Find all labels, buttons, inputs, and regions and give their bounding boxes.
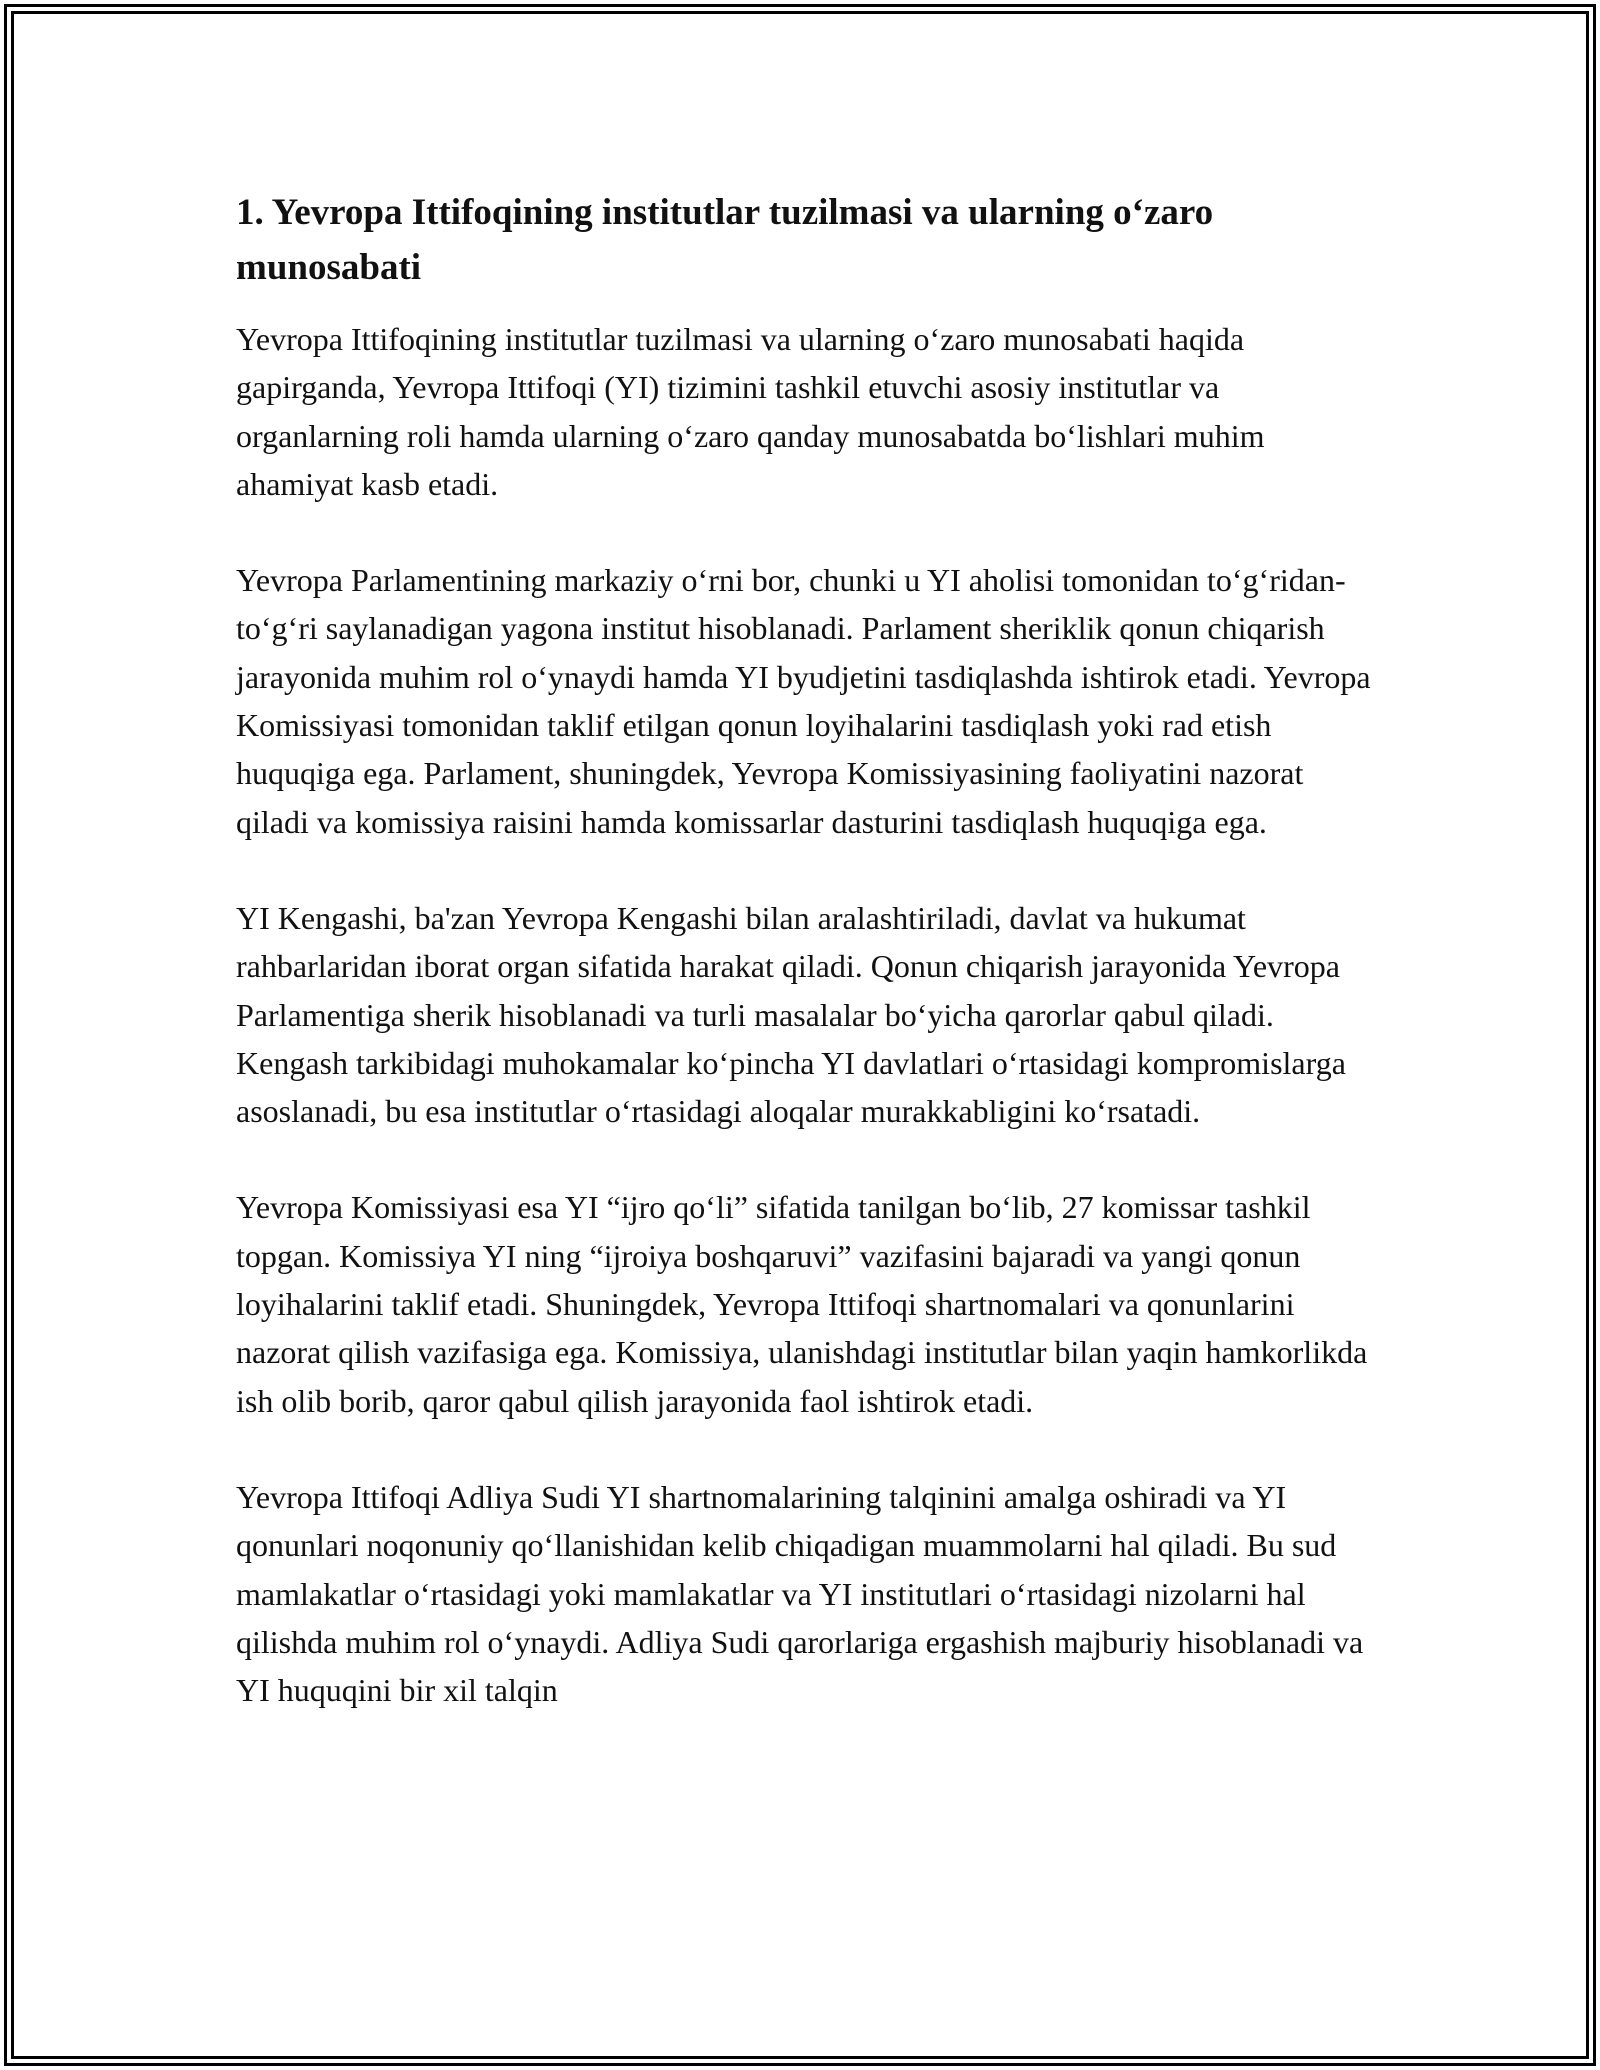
paragraph-intro: Yevropa Ittifoqining institutlar tuzilmasi va ularning o‘zaro munosabati haqida gapirganda, Yevropa Ittifoqi (YI) tizimini tashkil etuvchi asosiy institutlar va organlarning roli hamda ularning o‘zaro qanday munosabatda bo‘lishlari muhim ahamiyat kasb etadi. <box>236 321 1265 502</box>
paragraph-court: Yevropa Ittifoqi Adliya Sudi YI shartnomalarining talqinini amalga oshiradi va YI qonunlari noqonuniy qo‘llanishidan kelib chiqadigan muammolarni hal qiladi. Bu sud mamlakatlar o‘rtasidagi yoki mamlakatlar va YI institutlari o‘rtasidagi nizolarni hal qilishda muhim rol o‘ynaydi. Adliya Sudi qarorlariga ergashish majburiy hisoblanadi va YI huquqini bir xil talqin <box>236 1478 1364 1709</box>
document-body <box>236 185 1376 1762</box>
paragraph-council: YI Kengashi, ba'zan Yevropa Kengashi bilan aralashtiriladi, davlat va hukumat rahbarlaridan iborat organ sifatida harakat qiladi. Qonun chiqarish jarayonida Yevropa Parlamentiga sherik hisoblanadi va turli masalalar bo‘yicha qarorlar qabul qiladi. Kengash tarkibidagi muhokamalar ko‘pincha YI davlatlari o‘rtasidagi kompromislarga asoslanadi, bu esa institutlar o‘rtasidagi aloqalar murakkabligini ko‘rsatadi. <box>236 899 1346 1130</box>
paragraph-parliament: Yevropa Parlamentining markaziy o‘rni bor, chunki u YI aholisi tomonidan to‘g‘ridan-to‘g‘ri saylanadigan yagona institut hisoblanadi. Parlament sheriklik qonun chiqarish jarayonida muhim rol o‘ynaydi hamda YI byudjetini tasdiqlashda ishtirok etadi. Yevropa Komissiyasi tomonidan taklif etilgan qonun loyihalarini tasdiqlash yoki rad etish huquqiga ega. Parlament, shuningdek, Yevropa Komissiyasining faoliyatini nazorat qiladi va komissiya raisini hamda komissarlar dasturini tasdiqlash huquqiga ega. <box>236 562 1371 840</box>
paragraph-commission: Yevropa Komissiyasi esa YI “ijro qo‘li” sifatida tanilgan bo‘lib, 27 komissar tashkil topgan. Komissiya YI ning “ijroiya boshqaruvi” vazifasini bajaradi va yangi qonun loyihalarini taklif etadi. Shuningdek, Yevropa Ittifoqi shartnomalari va qonunlarini nazorat qilish vazifasiga ega. Komissiya, ulanishdagi institutlar bilan yaqin hamkorlikda ish olib borib, qaror qabul qilish jarayonida faol ishtirok etadi. <box>236 1189 1368 1419</box>
section-heading: 1. Yevropa Ittifoqining institutlar tuzilmasi va ularning o‘zaro munosabati <box>236 192 1214 288</box>
